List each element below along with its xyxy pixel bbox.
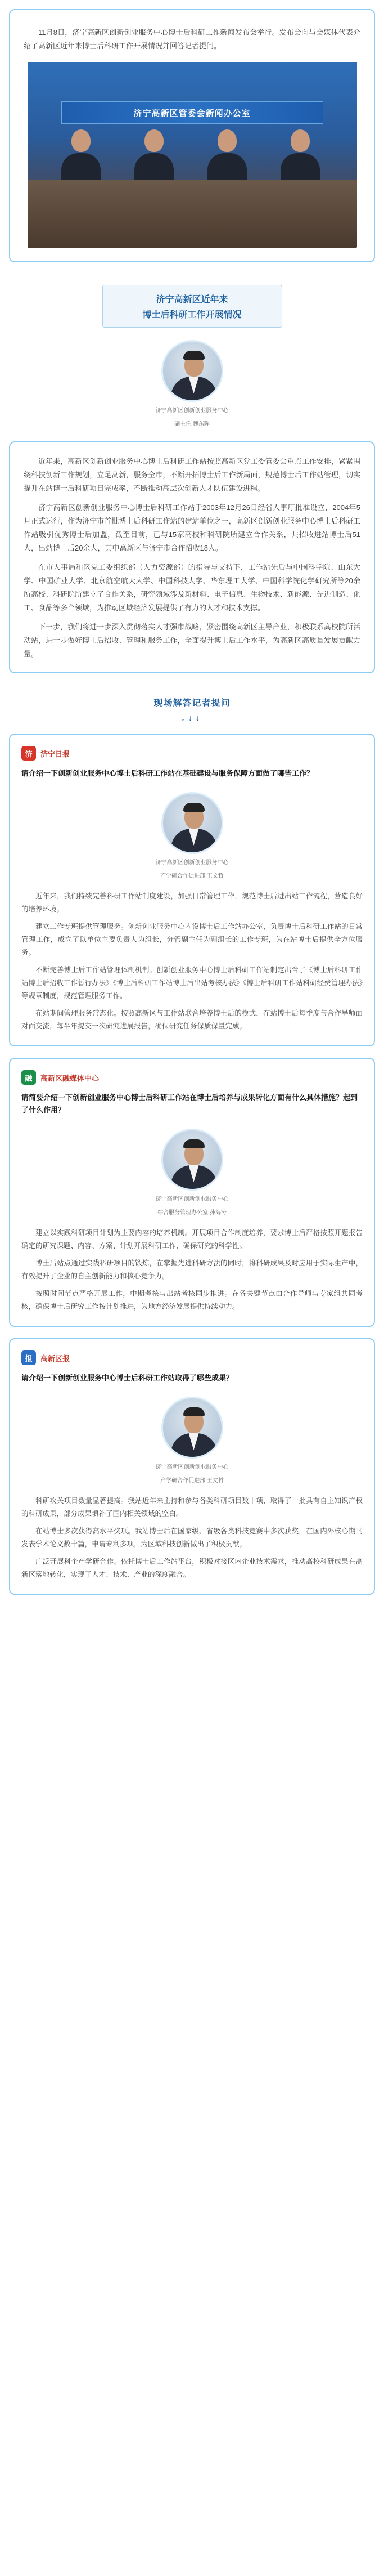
press-conference-photo [28,62,357,248]
qa-card [9,734,375,1046]
answerer-portrait-block [21,792,363,881]
media-name: 济宁日报 [40,749,70,758]
answer-paragraph: 广泛开展科企产学研合作。依托博士后工作站平台，积极对接区内企业技术需求，推动高校科研成果在高新区落地转化，实现了人才、技术、产业的深度融合。 [21,1558,363,1578]
qa-card [9,1058,375,1327]
media-logo-icon: 济 [21,746,36,761]
qa-title: 现场解答记者提问 [153,699,231,708]
answerer-portrait [161,1397,223,1459]
overview-paragraph: 下一步，我们将进一步深入贯彻落实人才强市战略，紧密围绕高新区主导产业，积极联系高校院所活动站，进一步做好博士后招收、管理和服务工作，全面提升博士后工作水平，为高新区高质量发展贡献力量。 [24,623,360,658]
answer-paragraph: 博士后站点通过实践科研项目的锻炼，在掌握先进科研方法的同时，将科研成果及时应用于实际生产中，有效提升了企业的自主创新能力和核心竞争力。 [21,1259,363,1280]
speaker-name: 副主任 魏东晖 [174,421,210,427]
qa-card [9,1338,375,1595]
question-text: 请介绍一下创新创业服务中心博士后科研工作站在基础建设与服务保障方面做了哪些工作？ [21,769,314,777]
overview-paragraph: 济宁高新区创新创业服务中心博士后科研工作站于2003年12月26日经省人事厅批准设立，2004年5月正式运行，作为济宁市首批博士后科研工作站的建站单位之一，高新区创新创业服务中心博士后科研工作站吸引优秀博士后加盟，截至目前，已与15家高校和科研院所建立合作关系，共招收进站博士后51人，出站博士后20余人，其中高新区与济宁市合作招收18人。 [24,503,360,552]
answer-paragraph: 在站博士多次获得高水平奖项。我站博士后在国家级、省级各类科技竞赛中多次获奖，在国内外核心期刊发表学术论文数十篇，申请专利多项，为区域科技创新做出了积极贡献。 [21,1527,363,1548]
answer-paragraph: 不断完善博士后工作站管理体制机制。创新创业服务中心博士后科研工作站制定出台了《博士后科研工作站博士后招收工作暂行办法》《博士后科研工作站博士后出站考核办法》《博士后科研工作站科研经费管理办法》等规章制度，规范管理服务工作。 [21,966,363,1000]
down-arrows-icon: ↓↓↓ [181,713,203,722]
answerer-org: 济宁高新区创新创业服务中心 [155,1464,229,1470]
answer-paragraph: 建立以实践科研项目计划为主要内容的培养机制。开展项目合作制度培养，要求博士后严格按照开题报告确定的研究课题、内容、方案、计划开展科研工作，确保研究的科学性。 [21,1229,363,1250]
answerer-name: 综合服务管理办公室 孙海涛 [157,1210,227,1216]
answer-paragraph: 科研攻关项目数量显著提高。我站近年来主持和参与各类科研项目数十项，取得了一批具有自主知识产权的科研成果，部分成果填补了国内相关领域的空白。 [21,1497,363,1518]
answer-paragraph: 按照时间节点严格开展工作，中期考核与出站考核同步推进。在各关键节点由合作导师与专家组共同考核，确保博士后研究工作按计划推进，为地方经济发展提供持续动力。 [21,1290,363,1311]
answerer-name: 产学研合作促进部 王文哲 [160,1478,224,1484]
media-row [21,1070,363,1085]
answer-paragraph: 近年来，我们持续完善科研工作站制度建设，加强日常管理工作，规范博士后进出站工作流程，营造良好的培养环境。 [21,892,363,913]
answerer-org: 济宁高新区创新创业服务中心 [155,1196,229,1202]
answerer-portrait [161,792,223,854]
press-table [28,180,357,248]
overview-paragraph: 近年来，高新区创新创业服务中心博士后科研工作站按照高新区党工委管委会重点工作安排，紧紧围绕科技创新工作规划，立足高新，服务全市，不断开拓博士后工作新局面，规范博士后工作站管理，切实提升在站博士后科研项目完成率，不断推动高层次创新人才队伍建设进程。 [24,457,360,493]
answer-body [21,1227,363,1313]
answer-body [21,1495,363,1581]
media-name: 高新区融媒体中心 [40,1074,100,1083]
section-title-line1: 济宁高新区近年来 [156,295,228,305]
answerer-portrait-block [21,1129,363,1218]
answer-paragraph: 在站期间管理服务常态化。按照高新区与工作站联合培养博士后的模式，在站博士后每季度与合作导师面对面交流，每半年提交一次研究进展报告，确保研究任务保质保量完成。 [21,1009,363,1030]
answerer-name: 产学研合作促进部 王文哲 [160,873,224,879]
intro-paragraph: 11月8日，济宁高新区创新创业服务中心博士后科研工作新闻发布会举行。发布会向与会媒体代表介绍了高新区近年来博士后科研工作开展情况并回答记者提问。 [24,28,360,50]
section-title-line2: 博士后科研工作开展情况 [142,310,242,320]
media-logo-icon: 融 [21,1070,36,1085]
speaker-org: 济宁高新区创新创业服务中心 [155,408,229,414]
section-title-banner [102,285,282,328]
question-text: 请简要介绍一下创新创业服务中心博士后科研工作站在博士后培养与成果转化方面有什么具体措施？起到了什么作用？ [21,1093,358,1114]
answerer-portrait-block [21,1397,363,1486]
overview-text-block [9,441,375,673]
media-logo-icon: 报 [21,1350,36,1365]
question-text: 请介绍一下创新创业服务中心博士后科研工作站取得了哪些成果？ [21,1374,234,1382]
press-backdrop-banner: 济宁高新区管委会新闻办公室 [61,101,323,124]
overview-paragraph: 在市人事局和区党工委组织部（人力资源部）的指导与支持下，工作站先后与中国科学院、山东大学、中国矿业大学、北京航空航天大学、中国科技大学、华东理工大学、中国科学院化学研究所等20余所高校、科研院所建立了合作关系，研究领域涉及新材料、电子信息、生物技术、新能源、先进制造、化工、食品等多个领域，为推动区域经济发展提供了有力的人才和技术支撑。 [24,563,360,612]
intro-card [9,9,375,262]
speaker-portrait-block [0,340,384,429]
qa-header [0,696,384,722]
page [0,9,384,1595]
media-row [21,1350,363,1365]
media-row [21,746,363,761]
answer-paragraph: 建立工作专班提供管理服务。创新创业服务中心内设博士后工作站办公室，负责博士后科研工作站的日常管理工作，成立了以单位主要负责人为组长，分管副主任为副组长的工作专班，为在站博士后提供全方位服务。 [21,923,363,956]
answer-body [21,890,363,1033]
media-name: 高新区报 [40,1354,70,1363]
speaker-portrait [161,340,223,402]
answerer-org: 济宁高新区创新创业服务中心 [155,860,229,866]
answerer-portrait [161,1129,223,1191]
